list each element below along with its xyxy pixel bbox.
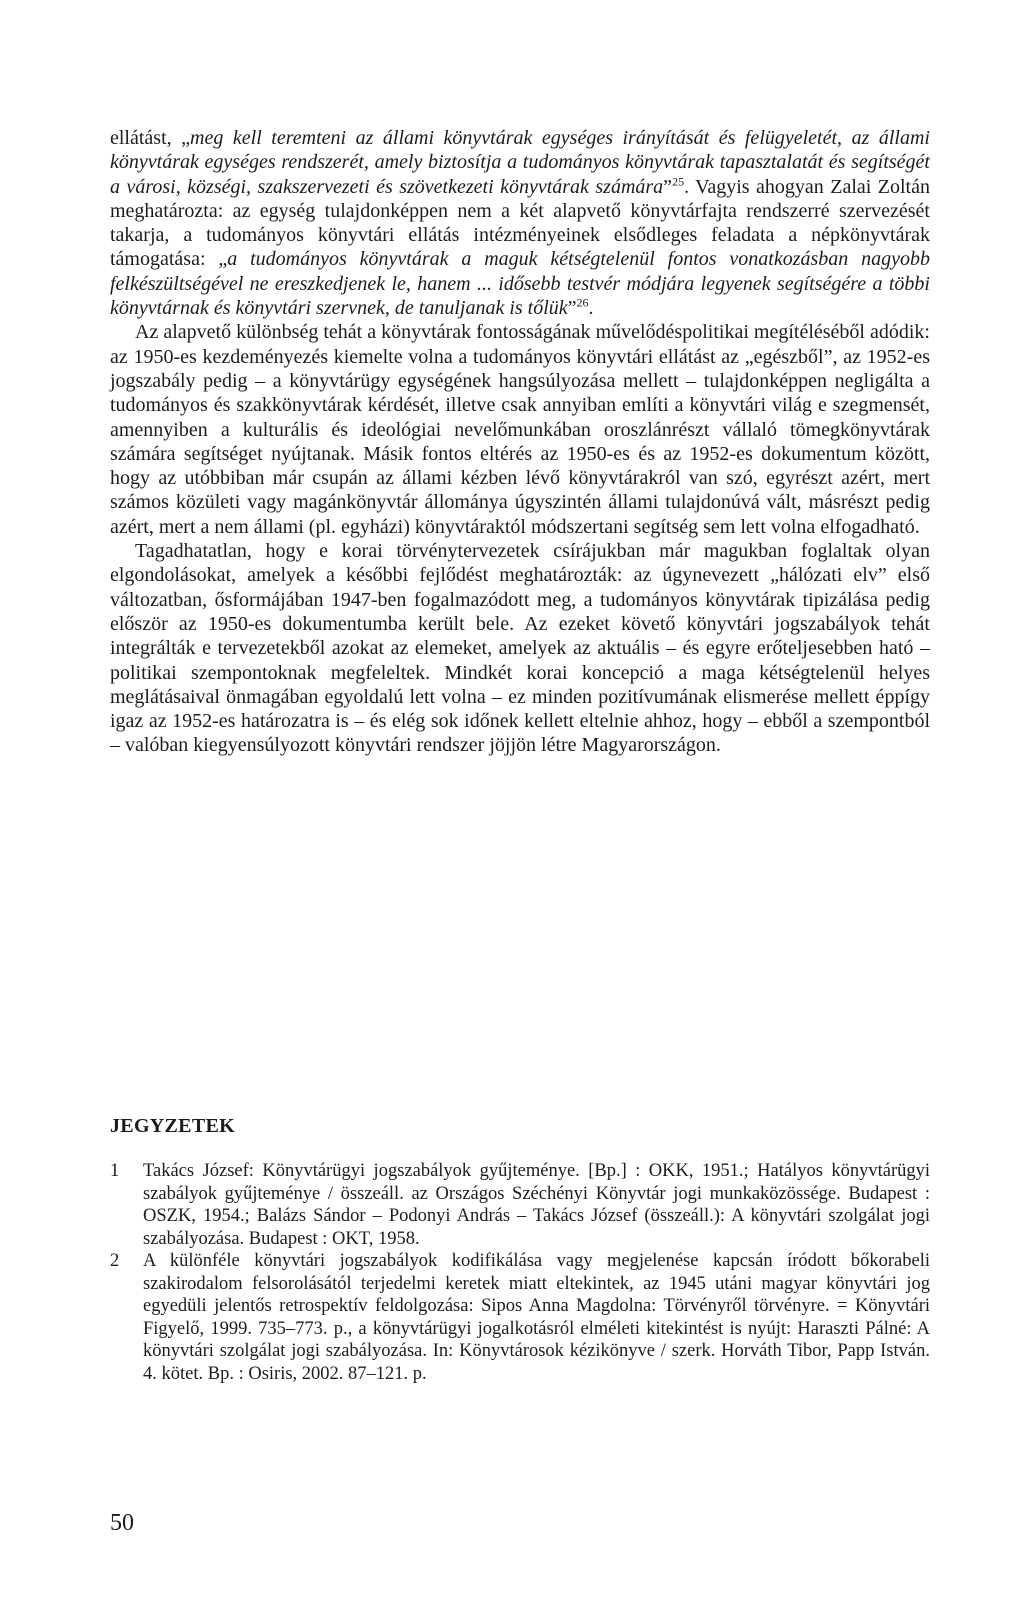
text-run: . Vagyis ahogyan Zalai Zoltán meghatározta: az egység tulajdonképpen nem a két alapvető könyvtárfajta rendszerré szervezését takarja, a tudományos könyvtári ellátás intézményeinek elsődleges feladata a népkönyvtárak támogatása: „: [110, 175, 930, 271]
text-run: Tagadhatatlan, hogy e korai törvénytervezetek csírájukban már magukban foglaltak olyan elgondolásokat, amelyek a későbbi fejlődést meghatározták: az úgynevezett „hálózati elv” első változatban, ősformájában 1947-ben fogalmazódott meg, a tudományos könyvtárak tipizálása pedig először az 1950-es dokumentumba került bele. Az ezeket követő könyvtári jogszabályok tehát integrálták e tervezetekből azokat az elemeket, amelyek az aktuális – és egyre erőteljesebben ható – politikai szempontoknak megfeleltek. Mindkét korai koncepció a maga kétségtelenül helyes meglátásaival önmagában egyoldalú lett volna – ez minden pozitívumának elismerése mellett éppígy igaz az 1952-es határozatra is – és elég sok időnek kellett eltelnie ahhoz, hogy – ebből a szempontból – valóban kiegyensúlyozott könyvtári rendszer jöjjön létre Magyarországon.: [110, 540, 930, 757]
page-number: 50: [110, 1510, 134, 1536]
text-run: ”: [663, 175, 673, 198]
note-1: [110, 1160, 930, 1250]
notes-heading: JEGYZETEK: [110, 1115, 235, 1137]
quoted-text: meg kell teremteni az állami könyvtárak egységes irányítását és felügyeletét, az állami könyvtárak egységes rendszerét, amely biztosítja a tudományos könyvtárak tapasztalatát és segítségét a városi, községi, szakszervezeti és szövetkezeti könyvtárak számára: [110, 127, 930, 198]
footnote-ref: 25: [672, 173, 685, 188]
note-text: Takács József: Könyvtárügyi jogszabályok gyűjteménye. [Bp.] : OKK, 1951.; Hatályos könyvtárügyi szabályok gyűjteménye / összeáll. az Országos Széchényi Könyvtár jogi munkaközössége. Budapest : OSZK, 1954.; Balázs Sándor – Podonyi András – Takács József (összeáll.): A könyvtári szolgálat jogi szabályozása. Budapest : OKT, 1958.: [143, 1161, 930, 1249]
text-run: .: [588, 297, 594, 320]
text-run: Az alapvető különbség tehát a könyvtárak fontosságának művelődéspolitikai megítéléséből adódik: az 1950-es kezdeményezés kiemelte volna a tudományos könyvtári ellátást az „egészből”, az 1952-es jogszabály pedig – a könyvtárügy egységének hangsúlyozása mellett – tulajdonképpen negligálta a tudományos és szakkönyvtárak kérdését, illetve csak annyiban említi a könyvtári világ e szegmensét, amennyiben a kulturális és ideológiai nevelőmunkában oroszlánrészt vállaló tömegkönyvtárak számára segítséget nyújtanak. Másik fontos eltérés az 1950-es és az 1952-es dokumentum között, hogy az utóbbiban már csupán az állami kézben lévő könyvtárakról van szó, egyrészt azért, mert számos közületi vagy magánkönyvtár állománya úgyszintén állami tulajdonúvá vált, másrészt pedig azért, mert a nem állami (pl. egyházi) könyvtáraktól módszertani segítség sem lett volna elfogadható.: [110, 321, 930, 538]
quoted-text: a tudományos könyvtárak a maguk kétségtelenül fontos vonatkozásban nagyobb felkészültségével ne ereszkedjenek le, hanem ... idősebb testvér módjára legyenek segítségére a többi könyvtárnak és könyvtári szervnek, de tanuljanak is tőlük: [110, 248, 930, 320]
footnote-ref: 26: [576, 295, 589, 310]
text-run: ”: [567, 297, 577, 320]
note-number: 2: [110, 1251, 120, 1271]
paragraph-1: [110, 126, 930, 320]
notes-list: [110, 1160, 930, 1385]
note-number: 1: [110, 1161, 120, 1181]
paragraph-2: [110, 320, 930, 539]
paragraph-3: [110, 539, 930, 758]
body-text: [110, 126, 930, 758]
note-text: A különféle könyvtári jogszabályok kodifikálása vagy megjelenése kapcsán íródott bőkorabeli szakirodalom felsorolásától terjedelmi keretek miatt eltekintek, az 1945 utáni magyar könyvtári jog egyedüli jelentős retrospektív feldolgozása: Sipos Anna Magdolna: Törvényről törvényre. = Könyvtári Figyelő, 1999. 735–773. p., a könyvtárügyi jogalkotásról elméleti kitekintést is nyújt: Haraszti Pálné: A könyvtári szolgálat jogi szabályozása. In: Könyvtárosok kézikönyve / szerk. Horváth Tibor, Papp István. 4. kötet. Bp. : Osiris, 2002. 87–121. p.: [143, 1251, 930, 1384]
text-run: ellátást, „: [110, 127, 191, 149]
note-2: [110, 1250, 930, 1385]
